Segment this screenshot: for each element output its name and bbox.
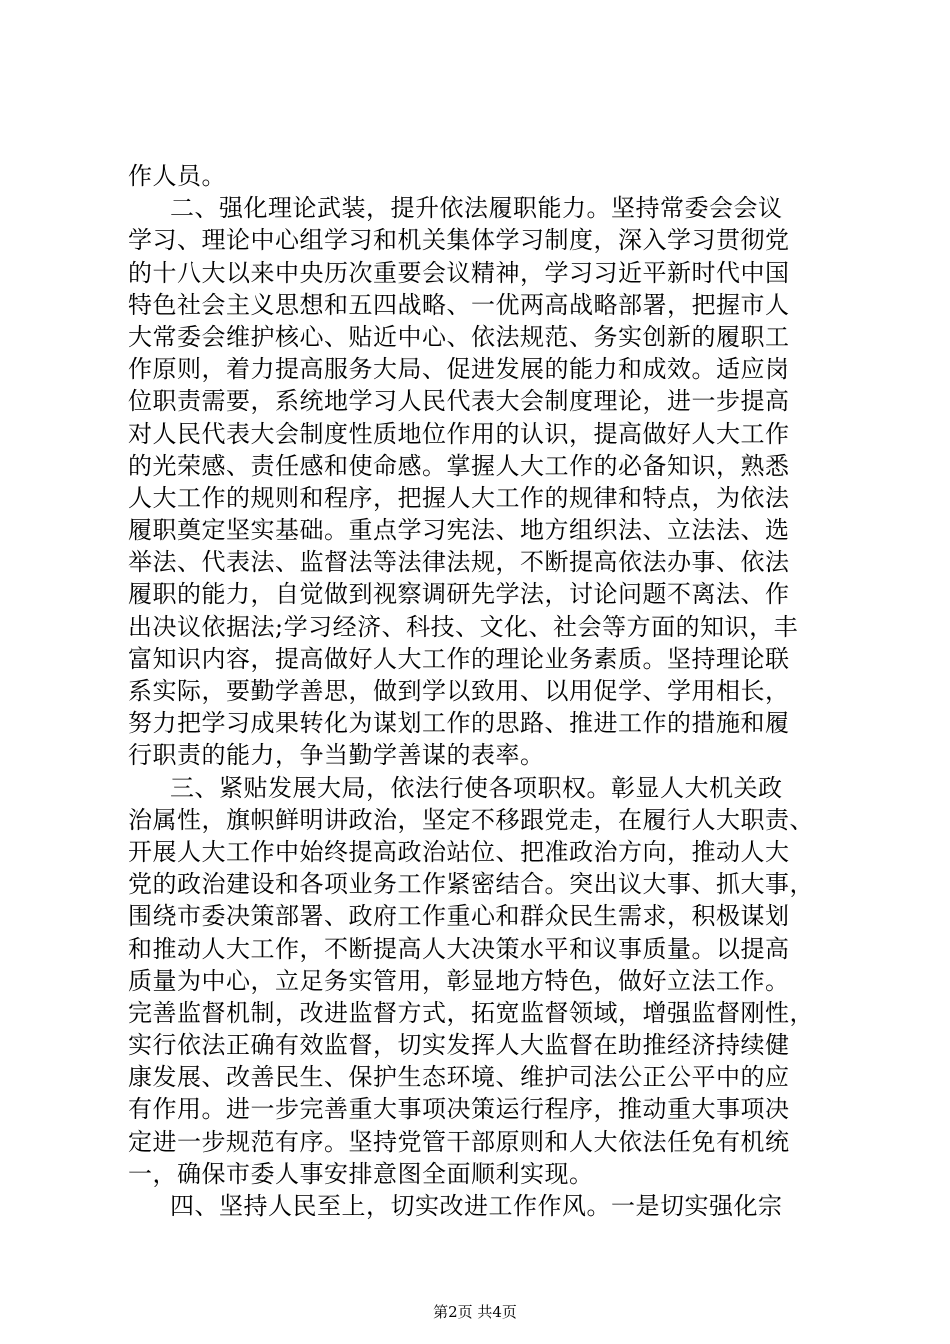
text-line: 位职责需要，系统地学习人民代表大会制度理论，进一步提高 [128,387,790,416]
text-line: 作人员。 [128,162,226,190]
text-line: 有作用。进一步完善重大事项决策运行程序，推动重大事项决 [128,1095,790,1124]
text-line: 实行依法正确有效监督，切实发挥人大监督在助推经济持续健 [128,1031,790,1060]
text-line: 定进一步规范有序。坚持党管干部原则和人大依法任免有机统 [128,1127,790,1156]
text-line: 努力把学习成果转化为谋划工作的思路、推进工作的措施和履 [128,709,790,738]
text-line: 治属性，旗帜鲜明讲政治，坚定不移跟党走，在履行人大职责、 [128,805,814,834]
text-line: 完善监督机制，改进监督方式，拓宽监督领域，增强监督刚性， [128,998,814,1027]
text-line: 举法、代表法、监督法等法律法规，不断提高依法办事、依法 [128,548,790,577]
text-line: 开展人大工作中始终提高政治站位、把准政治方向，推动人大 [128,837,790,866]
text-line: 党的政治建设和各项业务工作紧密结合。突出议大事、抓大事， [128,870,814,899]
text-line: 大常委会维护核心、贴近中心、依法规范、务实创新的履职工 [128,322,790,351]
text-line: 围绕市委决策部署、政府工作重心和群众民生需求，积极谋划 [128,902,790,931]
text-line: 的十八大以来中央历次重要会议精神，学习习近平新时代中国 [128,258,790,287]
text-line: 人大工作的规则和程序，把握人大工作的规律和特点，为依法 [128,483,790,512]
page-footer [0,1302,950,1322]
text-line: 富知识内容，提高做好人大工作的理论业务素质。坚持理论联 [128,644,790,673]
text-line: 履职的能力，自觉做到视察调研先学法，讨论问题不离法、作 [128,580,790,609]
text-line: 行职责的能力，争当勤学善谋的表率。 [128,741,545,770]
text-line: 特色社会主义思想和五四战略、一优两高战略部署，把握市人 [128,290,790,319]
paragraph-4-start: 四、坚持人民至上，切实改进工作作风。一是切实强化宗 [170,1192,783,1220]
paragraph-2-start: 二、强化理论武装，提升依法履职能力。坚持常委会会议 [170,194,783,223]
text-line: 作原则，着力提高服务大局、促进发展的能力和成效。适应岗 [128,355,790,384]
text-line: 的光荣感、责任感和使命感。掌握人大工作的必备知识，熟悉 [128,451,790,480]
text-line: 学习、理论中心组学习和机关集体学习制度，深入学习贯彻党 [128,226,790,255]
text-line: 质量为中心，立足务实管用，彰显地方特色，做好立法工作。 [128,966,790,995]
body-text [128,160,828,1222]
text-line: 履职奠定坚实基础。重点学习宪法、地方组织法、立法法、选 [128,516,790,545]
text-line: 对人民代表大会制度性质地位作用的认识，提高做好人大工作 [128,419,790,448]
text-line: 系实际，要勤学善思，做到学以致用、以用促学、学用相长， [128,677,790,705]
page-number-label: 第2页 共4页 [433,1303,517,1321]
text-line: 康发展、改善民生、保护生态环境、维护司法公正公平中的应 [128,1063,790,1092]
text-line: 一，确保市委人事安排意图全面顺利实现。 [128,1159,594,1188]
paragraph-3-start: 三、紧贴发展大局，依法行使各项职权。彰显人大机关政 [170,773,783,802]
text-line: 出决议依据法;学习经济、科技、文化、社会等方面的知识，丰 [128,612,799,641]
text-line: 和推动人大工作，不断提高人大决策水平和议事质量。以提高 [128,934,790,963]
